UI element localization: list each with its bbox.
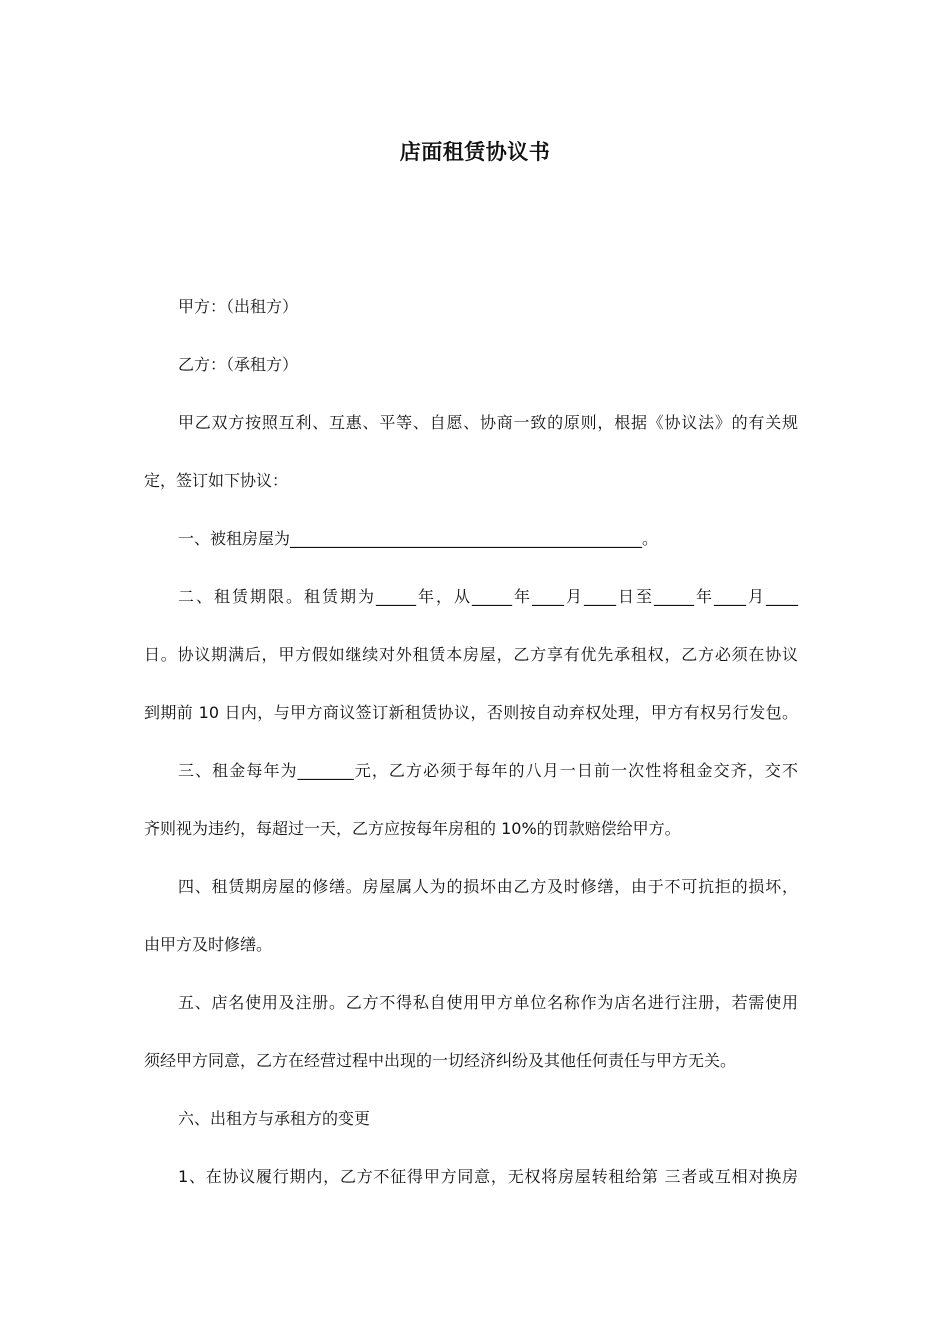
clause-3-line-1: 三、租金每年为_______元，乙方必须于每年的八月一日前一次性将租金交齐，交不 bbox=[178, 761, 798, 780]
clause-5-line-2: 须经甲方同意，乙方在经营过程中出现的一切经济纠纷及其他任何责任与甲方无关。 bbox=[144, 1051, 737, 1070]
party-b-line: 乙方：（承租方） bbox=[178, 355, 299, 374]
party-a-line: 甲方：（出租方） bbox=[178, 297, 299, 316]
clause-2-line-3: 到期前 10 日内，与甲方商议签订新租赁协议，否则按自动弃权处理，甲方有权另行发包。 bbox=[144, 703, 798, 722]
clause-4-line-1: 四、租赁期房屋的修缮。房屋属人为的损坏由乙方及时修缮，由于不可抗拒的损坏， bbox=[178, 877, 798, 896]
clause-6-item-1-line-1: 1、在协议履行期内，乙方不征得甲方同意，无权将房屋转租给第 三者或互相对换房 bbox=[178, 1167, 798, 1186]
clause-3-line-2: 齐则视为违约，每超过一天，乙方应按每年房租的 10%的罚款赔偿给甲方。 bbox=[144, 819, 681, 838]
clause-2-line-1: 二、租赁期限。租赁期为_____年，从_____年____月____日至_____年____月____ bbox=[178, 587, 798, 606]
preamble-line-1: 甲乙双方按照互利、互惠、平等、自愿、协商一致的原则，根据《协议法》的有关规 bbox=[178, 413, 798, 432]
clause-5-line-1: 五、店名使用及注册。乙方不得私自使用甲方单位名称作为店名进行注册，若需使用 bbox=[178, 993, 798, 1012]
clause-2-line-2: 日。协议期满后，甲方假如继续对外租赁本房屋，乙方享有优先承租权，乙方必须在协议 bbox=[144, 645, 798, 664]
clause-4-line-2: 由甲方及时修缮。 bbox=[144, 935, 273, 954]
clause-1-line: 一、被租房屋为____________________________________________。 bbox=[178, 529, 659, 548]
clause-6-heading: 六、出租方与承租方的变更 bbox=[178, 1109, 371, 1128]
preamble-line-2: 定，签订如下协议： bbox=[144, 471, 289, 490]
document-title: 店面租赁协议书 bbox=[399, 140, 551, 164]
